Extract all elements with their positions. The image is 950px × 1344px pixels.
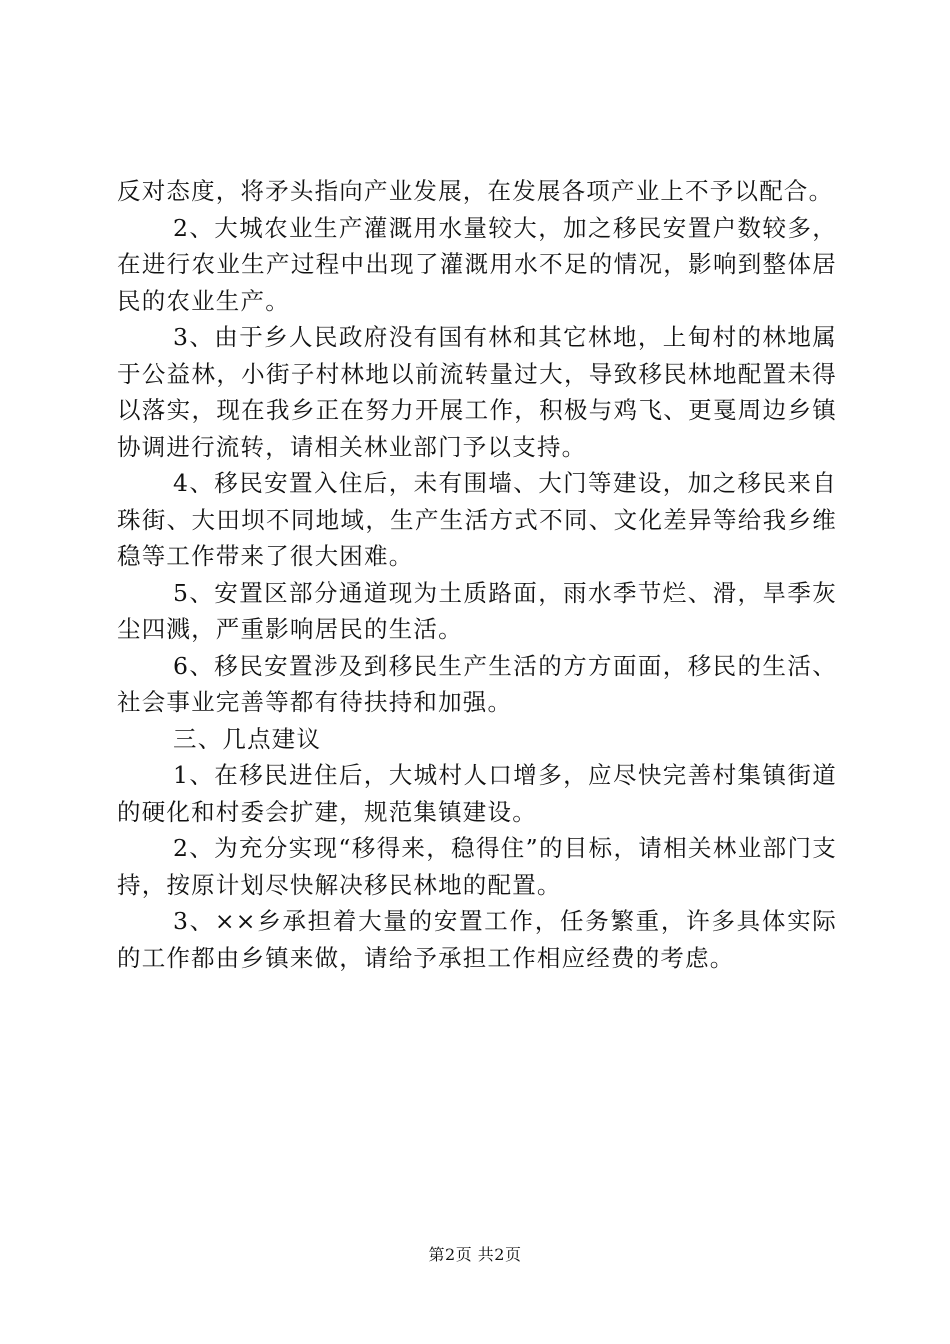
- document-body: [117, 173, 837, 976]
- paragraph-item-4: 4、移民安置入住后，未有围墙、大门等建设，加之移民来自珠街、大田坝不同地域，生产生活方式不同、文化差异等给我乡维稳等工作带来了很大困难。: [117, 469, 837, 570]
- page-footer: [0, 1245, 950, 1265]
- page-number-indicator: 第2页 共2页: [428, 1245, 522, 1264]
- section-heading: 三、几点建议: [173, 724, 322, 753]
- suggestion-item-1: 1、在移民进住后，大城村人口增多，应尽快完善村集镇街道的硬化和村委会扩建，规范集镇建设。: [117, 761, 837, 826]
- paragraph-continuation: 反对态度，将矛头指向产业发展，在发展各项产业上不予以配合。: [117, 177, 834, 205]
- paragraph-item-6: 6、移民安置涉及到移民生产生活的方方面面，移民的生活、社会事业完善等都有待扶持和加强。: [117, 651, 837, 716]
- paragraph-item-3: 3、由于乡人民政府没有国有林和其它林地，上甸村的林地属于公益林，小街子村林地以前流转量过大，导致移民林地配置未得以落实，现在我乡正在努力开展工作，积极与鸡飞、更戛周边乡镇协调进行流转，请相关林业部门予以支持。: [117, 323, 837, 461]
- suggestion-item-2: 2、为充分实现“移得来，稳得住”的目标，请相关林业部门支持，按原计划尽快解决移民林地的配置。: [117, 834, 837, 899]
- paragraph-item-5: 5、安置区部分通道现为土质路面，雨水季节烂、滑，旱季灰尘四溅，严重影响居民的生活。: [117, 578, 837, 643]
- paragraph-item-2: 2、大城农业生产灌溉用水量较大，加之移民安置户数较多，在进行农业生产过程中出现了灌溉用水不足的情况，影响到整体居民的农业生产。: [117, 213, 837, 315]
- suggestion-item-3: 3、××乡承担着大量的安置工作，任务繁重，许多具体实际的工作都由乡镇来做，请给予承担工作相应经费的考虑。: [117, 907, 837, 972]
